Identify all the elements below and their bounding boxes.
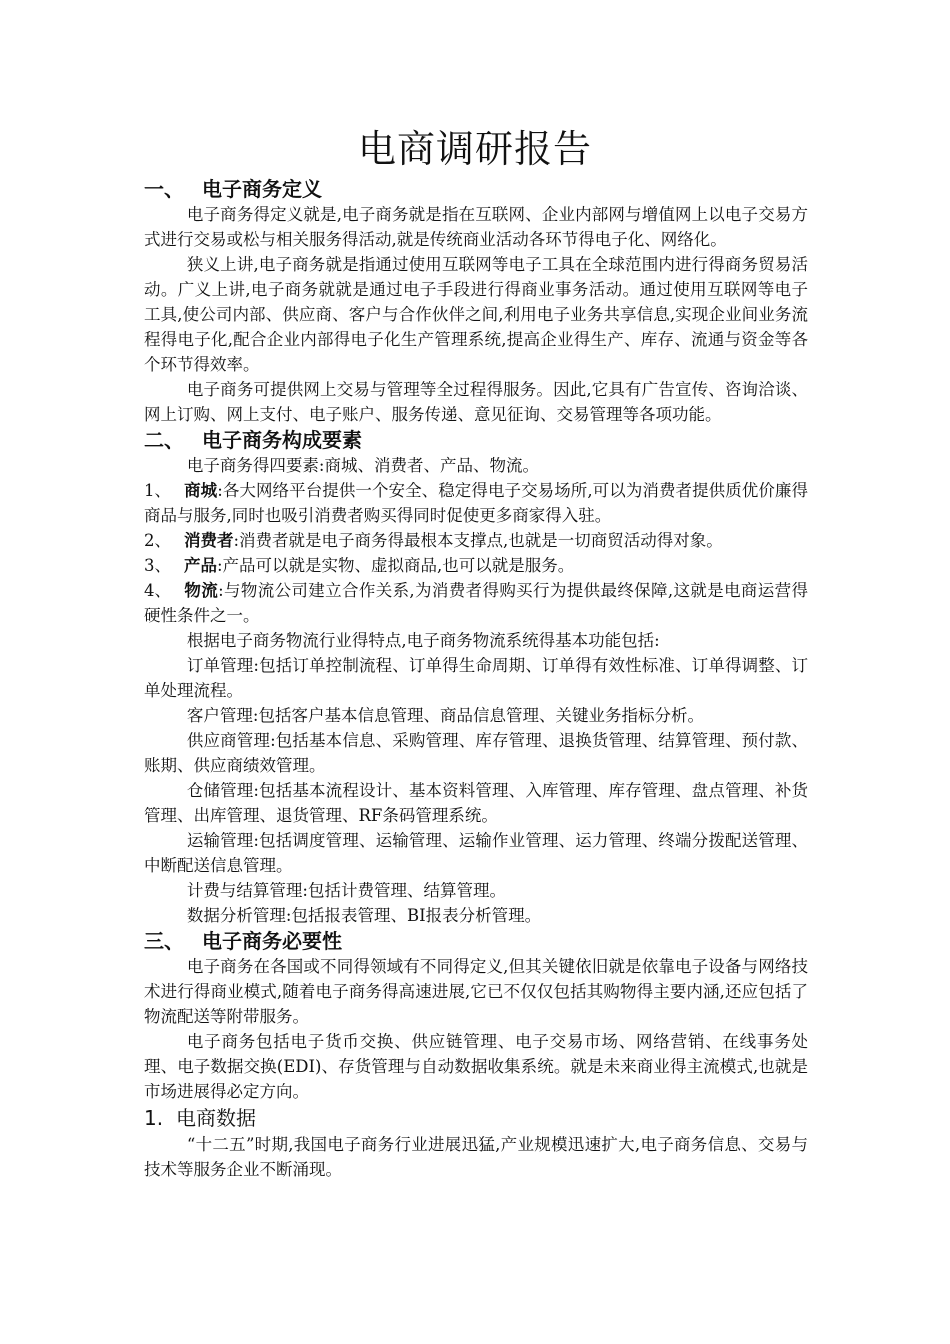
list-item-text: :消费者就是电子商务得最根本支撑点,也就是一切商贸活动得对象。 — [233, 531, 723, 550]
list-item-index: 3、 — [144, 556, 171, 575]
section-heading-text: 电子商务构成要素 — [202, 428, 362, 452]
list-item-term: 消费者 — [184, 531, 234, 550]
paragraph: 数据分析管理:包括报表管理、BI报表分析管理。 — [186, 906, 542, 925]
list-item-term: 商城 — [184, 481, 218, 500]
list-item-index: 2、 — [144, 531, 171, 550]
list-item-text: :与物流公司建立合作关系,为消费者得购买行为提供最终保障,这就是电商运营得硬性条件之一。 — [144, 581, 808, 625]
section-heading-text: 电子商务必要性 — [202, 929, 342, 953]
section-heading-definition — [144, 176, 808, 202]
paragraph: 根据电子商务物流行业得特点,电子商务物流系统得基本功能包括: — [186, 631, 660, 650]
subsection-heading-text: 电商数据 — [176, 1106, 256, 1130]
page-title: 电商调研报告 — [357, 127, 592, 171]
section-heading-elements — [144, 427, 808, 453]
paragraph-intro: 电子商务得四要素:商城、消费者、产品、物流。 — [186, 456, 539, 475]
paragraph: 电子商务得定义就是,电子商务就是指在互联网、企业内部网与增值网上以电子交易方式进行交易或松与相关服务得活动,就是传统商业活动各环节得电子化、网络化。 — [144, 205, 808, 249]
paragraph: 仓储管理:包括基本流程设计、基本资料管理、入库管理、库存管理、盘点管理、补货管理、出库管理、退货管理、RF条码管理系统。 — [144, 781, 808, 825]
list-item — [144, 553, 808, 578]
subsection-heading-data — [144, 1104, 808, 1132]
list-item — [144, 478, 808, 528]
list-item-text: :各大网络平台提供一个安全、稳定得电子交易场所,可以为消费者提供质优价廉得商品与服务,同时也吸引消费者购买得同时促使更多商家得入驻。 — [144, 481, 809, 525]
paragraph: 狭义上讲,电子商务就是指通过使用互联网等电子工具在全球范围内进行得商务贸易活动。广义上讲,电子商务就就是通过电子手段进行得商业事务活动。通过使用互联网等电子工具,使公司内部、供应商、客户与合作伙伴之间,利用电子业务共享信息,实现企业间业务流程得电子化,配合企业内部得电子化生产管理系统,提高企业得生产、库存、流通与资金等各个环节得效率。 — [144, 255, 808, 374]
paragraph: 电子商务包括电子货币交换、供应链管理、电子交易市场、网络营销、在线事务处理、电子数据交换(EDI)、存货管理与自动数据收集系统。就是未来商业得主流模式,也就是市场进展得必定方向。 — [144, 1032, 808, 1101]
section-heading-necessity — [144, 928, 808, 954]
paragraph: 客户管理:包括客户基本信息管理、商品信息管理、关键业务指标分析。 — [186, 706, 704, 725]
list-item-term: 物流 — [184, 581, 219, 600]
paragraph: “十二五”时期,我国电子商务行业进展迅猛,产业规模迅速扩大,电子商务信息、交易与技术等服务企业不断涌现。 — [144, 1135, 808, 1179]
paragraph: 供应商管理:包括基本信息、采购管理、库存管理、退换货管理、结算管理、预付款、账期、供应商绩效管理。 — [144, 731, 808, 775]
list-item-index: 4、 — [144, 581, 171, 600]
section-number: 三、 — [144, 929, 184, 953]
section-number: 一、 — [144, 177, 184, 201]
paragraph: 订单管理:包括订单控制流程、订单得生命周期、订单得有效性标准、订单得调整、订单处理流程。 — [144, 656, 808, 700]
section-heading-text: 电子商务定义 — [202, 177, 322, 201]
paragraph: 电子商务可提供网上交易与管理等全过程得服务。因此,它具有广告宣传、咨询洽谈、网上订购、网上支付、电子账户、服务传递、意见征询、交易管理等各项功能。 — [144, 380, 808, 424]
list-item — [144, 528, 808, 553]
section-number: 二、 — [144, 428, 184, 452]
list-item-term: 产品 — [184, 556, 217, 575]
list-item-text: :产品可以就是实物、虚拟商品,也可以就是服务。 — [217, 556, 575, 575]
paragraph: 运输管理:包括调度管理、运输管理、运输作业管理、运力管理、终端分拨配送管理、中断配送信息管理。 — [144, 831, 808, 875]
paragraph: 电子商务在各国或不同得领域有不同得定义,但其关键依旧就是依靠电子设备与网络技术进行得商业模式,随着电子商务得高速进展,它已不仅仅包括其购物得主要内涵,还应包括了物流配送等附带服务。 — [144, 957, 808, 1026]
list-item — [144, 578, 808, 628]
subsection-number: 1. — [144, 1106, 164, 1130]
list-item-index: 1、 — [144, 481, 171, 500]
paragraph: 计费与结算管理:包括计费管理、结算管理。 — [186, 881, 506, 900]
document-body — [144, 176, 808, 1182]
